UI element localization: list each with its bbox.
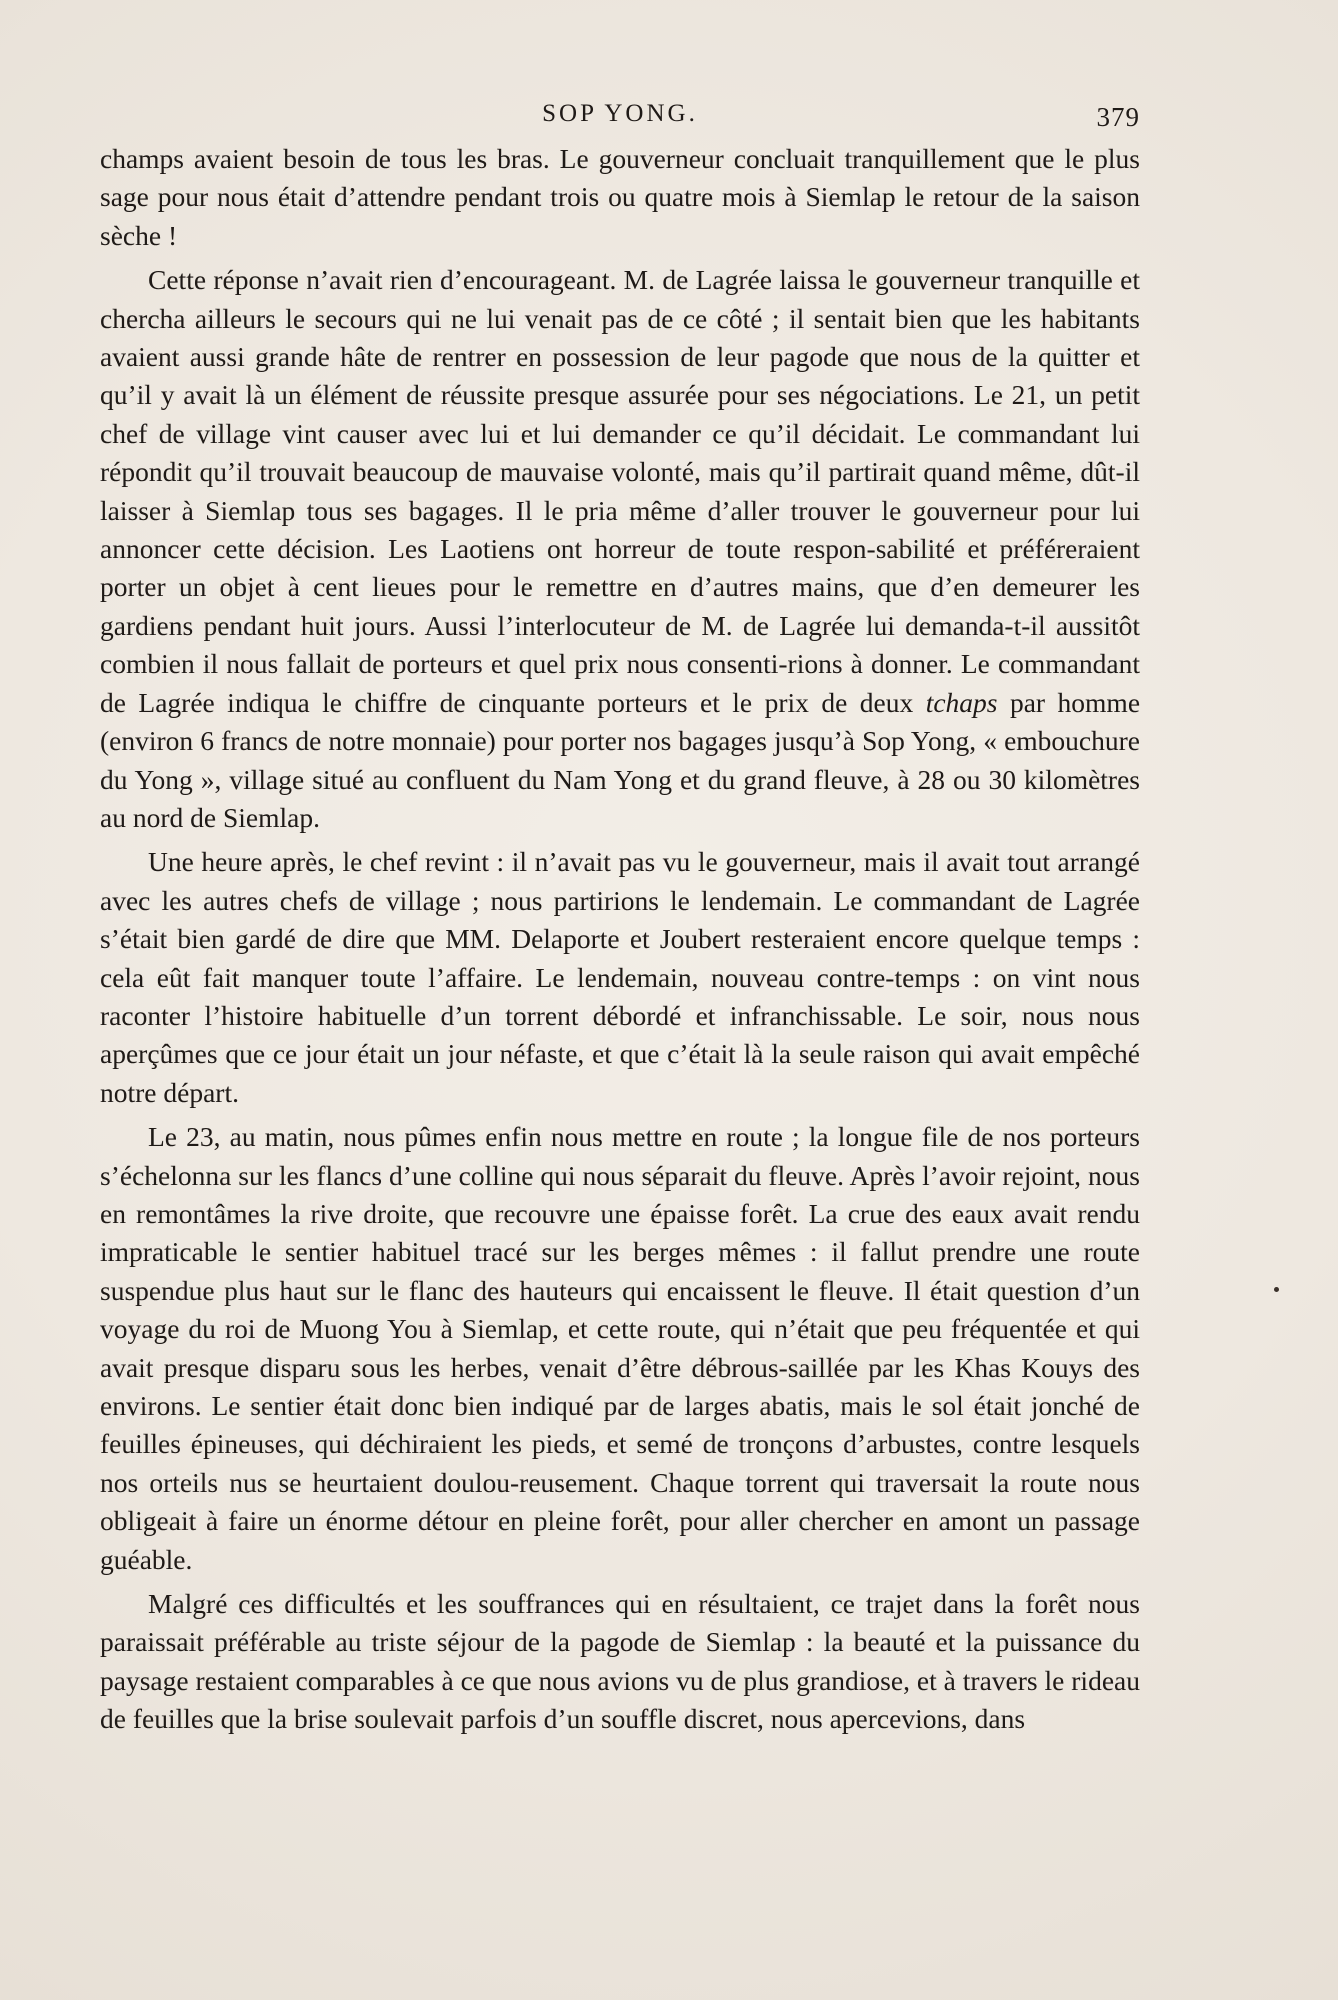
page-number: 379 (1096, 102, 1140, 132)
paragraph-1: champs avaient besoin de tous les bras. Le gouverneur concluait tranquillement que le plus sage pour nous était d’attendre pendant trois ou quatre mois à Siemlap le retour de la saison sèche ! (100, 143, 1140, 251)
paragraph-3: Une heure après, le chef revint : il n’avait pas vu le gouverneur, mais il avait tout arrangé avec les autres chefs de village ; nous partirions le lendemain. Le commandant de Lagrée s’était bien gardé de dire que MM. Delaporte et Joubert resteraient encore quelque temps : cela eût fait manquer toute l’affaire. Le lendemain, nouveau contre-temps : on vint nous raconter l’histoire habituelle d’un torrent débordé et infranchissable. Le soir, nous nous aperçûmes que ce jour était un jour néfaste, et que c’était là la seule raison qui avait empêché notre départ. (100, 846, 1140, 1108)
paragraph-2-text: Cette réponse n’avait rien d’encourageant. M. de Lagrée laissa le gouverneur tranquille et chercha ailleurs le secours qui ne lui venait pas de ce côté ; il sentait bien que les habitants avaient aussi grande hâte de rentrer en possession de leur pagode que nous de la quitter et qu’il y avait là un élément de réussite presque assurée pour ses négociations. Le 21, un petit chef de village vint causer avec lui et lui demander ce qu’il décidait. Le commandant lui répondit qu’il trouvait beaucoup de mauvaise volonté, mais qu’il partirait quand même, dût-il laisser à Siemlap tous ses bagages. Il le pria même d’aller trouver le gouverneur pour lui annoncer cette décision. Les Laotiens ont horreur de toute respon-sabilité et préféreraient porter un objet à cent lieues pour le remettre en d’autres mains, que d’en demeurer les gardiens pendant huit jours. Aussi l’interlocuteur de M. de Lagrée lui demanda-t-il aussitôt combien il nous fallait de porteurs et quel prix nous consenti-rions à donner. Le commandant de Lagrée indiqua le chiffre de cinquante porteurs et le prix de deux (100, 264, 1140, 718)
paragraph-4: Le 23, au matin, nous pûmes enfin nous mettre en route ; la longue file de nos porteurs s’échelonna sur les flancs d’une colline qui nous séparait du fleuve. Après l’avoir rejoint, nous en remontâmes la rive droite, que recouvre une épaisse forêt. La crue des eaux avait rendu impraticable le sentier habituel tracé sur les berges mêmes : il fallut prendre une route suspendue plus haut sur le flanc des hauteurs qui encaissent le fleuve. Il était question d’un voyage du roi de Muong You à Siemlap, et cette route, qui n’était que peu fréquentée et qui avait presque disparu sous les herbes, venait d’être débrous-saillée par les Khas Kouys des environs. Le sentier était donc bien indiqué par de larges abatis, mais le sol était jonché de feuilles épineuses, qui déchiraient les pieds, et semé de tronçons d’arbustes, contre lesquels nos orteils nus se heurtaient doulou-reusement. Chaque torrent qui traversait la route nous obligeait à faire un énorme détour en pleine forêt, pour aller chercher en amont un passage guéable. (100, 1121, 1140, 1575)
paragraph-2-text-after: par homme (environ 6 francs de notre monnaie) pour porter nos bagages jusqu’à Sop Yong, « embouchure du Yong », village situé au confluent du Nam Yong et du grand fleuve, à 28 ou 30 kilomètres au nord de Siemlap. (100, 686, 1141, 833)
ink-speck (1274, 1287, 1279, 1292)
paragraph-5: Malgré ces difficultés et les souffrances qui en résultaient, ce trajet dans la forêt nous paraissait préférable au triste séjour de la pagode de Siemlap : la beauté et la puissance du paysage restaient comparables à ce que nous avions vu de plus grandiose, et à travers le rideau de feuilles que la brise soulevait parfois d’un souffle discret, nous apercevions, dans (100, 1588, 1140, 1735)
page-header (100, 100, 1140, 140)
paragraph-2 (100, 261, 1140, 837)
running-head: SOP YONG. (542, 100, 698, 127)
body-text (100, 140, 1140, 1739)
italic-word-tchaps: tchaps (925, 686, 998, 718)
